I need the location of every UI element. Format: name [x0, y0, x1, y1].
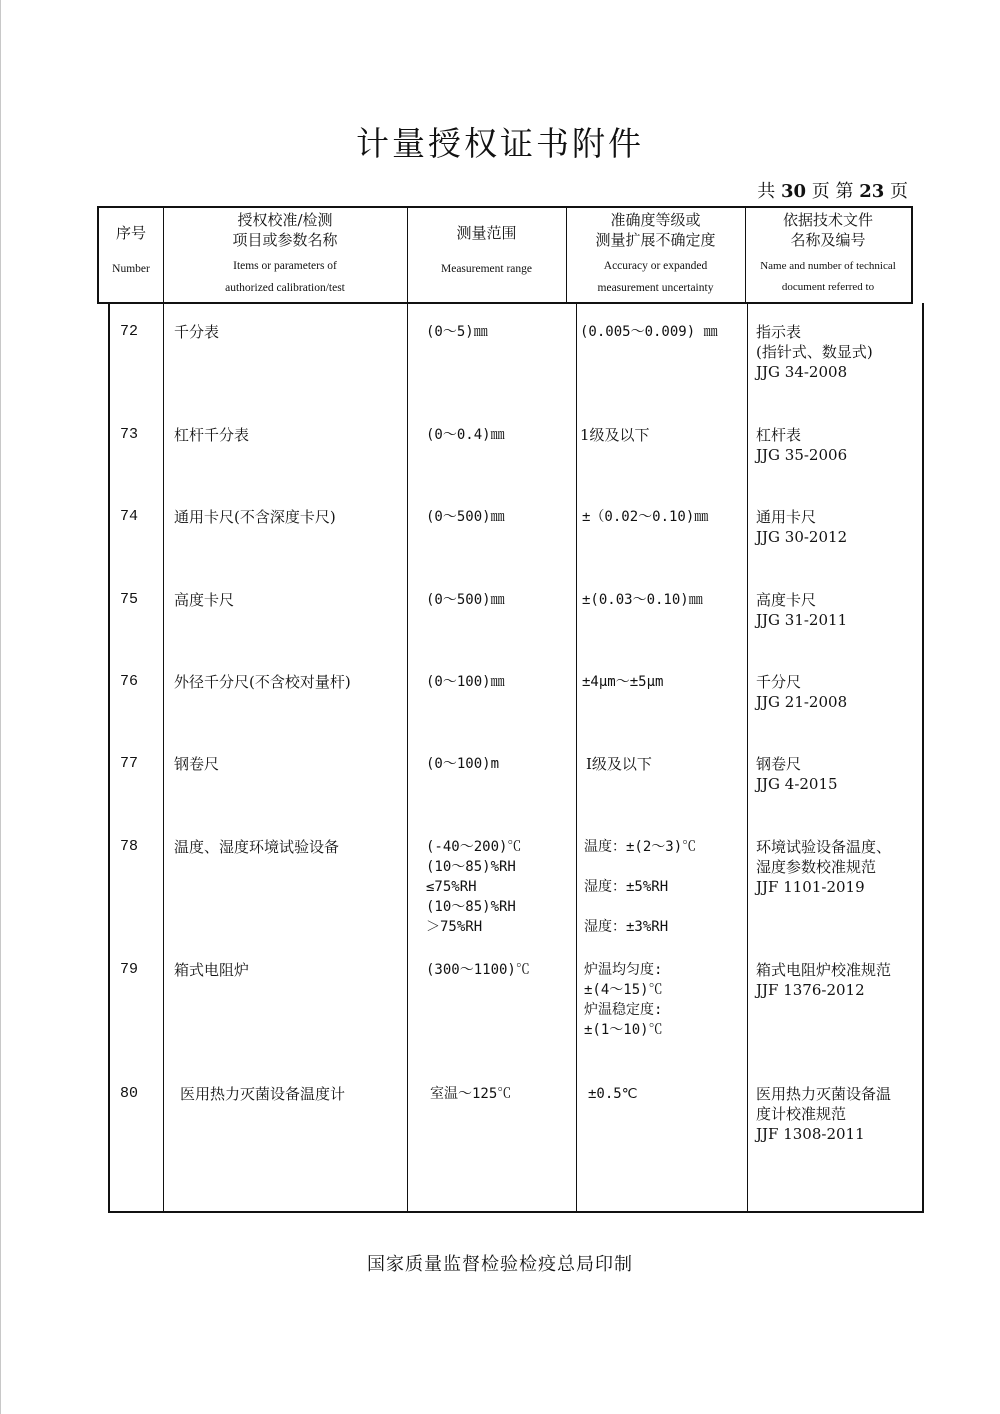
header-range: 测量范围 Measurement range — [440, 224, 532, 275]
scan-edge — [0, 0, 4, 1414]
page-current: 23 — [859, 181, 885, 202]
page-indicator: 共 30 页 第 23 页 — [757, 181, 908, 202]
table-header — [97, 206, 913, 304]
footer-printer: 国家质量监督检验检疫总局印制 — [367, 1254, 633, 1275]
header-number: 序号 Number — [112, 224, 150, 275]
header-accuracy: 准确度等级或 测量扩展不确定度 Accuracy or expanded measurement uncertainty — [595, 211, 716, 294]
page-title: 计量授权证书附件 — [356, 124, 644, 163]
header-item: 授权校准/检测 项目或参数名称 Items or parameters of authorized calibration/test — [225, 211, 345, 294]
header-document: 依据技术文件 名称及编号 Name and number of technical document referred to — [760, 211, 896, 293]
page-total: 30 — [780, 181, 806, 202]
